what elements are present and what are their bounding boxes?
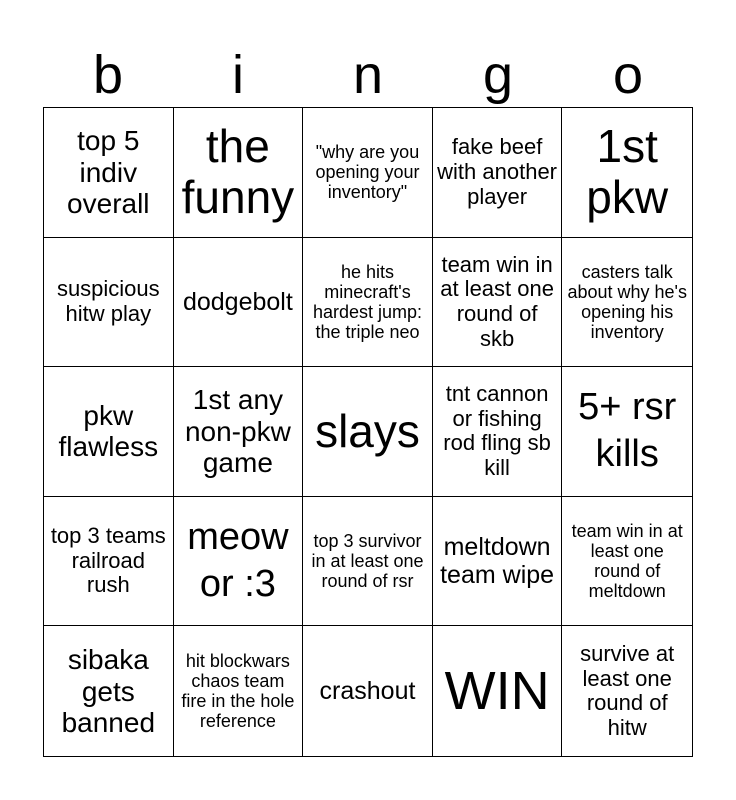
cell-text: casters talk about why he's opening his inventory [567, 261, 687, 343]
cell-text: top 5 indiv overall [67, 125, 150, 219]
bingo-cell-r3c2[interactable] [174, 367, 304, 497]
cell-text: dodgebolt [182, 287, 293, 316]
cell-text: fake beef with another player [437, 134, 558, 209]
header-letter-n: n [352, 45, 384, 105]
bingo-cell-r4c3[interactable] [303, 497, 433, 627]
bingo-header [43, 40, 693, 110]
bingo-cell-r5c3[interactable] [303, 626, 433, 756]
header-letter-b: b [92, 45, 124, 105]
cell-text: team win in at least one round of skb [440, 251, 554, 351]
cell-text: meow or :3 [187, 515, 289, 606]
bingo-cell-r1c4[interactable] [433, 108, 563, 238]
cell-text: top 3 survivor in at least one round of rsr [311, 530, 424, 592]
cell-text: crashout [319, 677, 416, 706]
bingo-cell-r3c4[interactable] [433, 367, 563, 497]
bingo-cell-r1c5[interactable] [562, 108, 692, 238]
bingo-cell-r4c5[interactable] [562, 497, 692, 627]
cell-text: 1st pkw [586, 119, 669, 224]
bingo-cell-r1c2[interactable] [174, 108, 304, 238]
cell-text: meltdown team wipe [440, 533, 555, 590]
cell-text: top 3 teams railroad rush [50, 523, 166, 598]
cell-text: WIN [444, 660, 550, 721]
cell-text: slays [315, 404, 420, 457]
bingo-cell-r4c4[interactable] [433, 497, 563, 627]
cell-text: suspicious hitw play [56, 276, 160, 326]
bingo-cell-r2c5[interactable] [562, 238, 692, 368]
header-letter-o: o [612, 45, 644, 105]
cell-text: hit blockwars chaos team fire in the hole reference [181, 650, 295, 732]
bingo-cell-r3c3[interactable] [303, 367, 433, 497]
bingo-cell-r2c1[interactable] [44, 238, 174, 368]
header-letter-i: i [232, 45, 244, 105]
cell-text: team win in at least one round of meltdown [571, 520, 683, 602]
cell-text: "why are you opening your inventory" [315, 142, 420, 203]
cell-text: the funny [181, 119, 295, 224]
bingo-cell-r4c1[interactable] [44, 497, 174, 627]
bingo-cell-r2c2[interactable] [174, 238, 304, 368]
cell-text: sibaka gets banned [61, 644, 156, 738]
cell-text: he hits minecraft's hardest jump: the triple neo [312, 261, 423, 343]
cell-text: tnt cannon or fishing rod fling sb kill [443, 381, 551, 481]
header-letter-g: g [482, 45, 514, 105]
bingo-board [43, 107, 693, 757]
bingo-cell-r5c1[interactable] [44, 626, 174, 756]
bingo-cell-r3c5[interactable] [562, 367, 692, 497]
bingo-cell-r4c2[interactable] [174, 497, 304, 627]
bingo-cell-r3c1[interactable] [44, 367, 174, 497]
cell-text: survive at least one round of hitw [580, 640, 675, 740]
bingo-cell-r1c1[interactable] [44, 108, 174, 238]
cell-text: pkw flawless [58, 400, 159, 463]
bingo-cell-r2c3[interactable] [303, 238, 433, 368]
bingo-cell-r5c4[interactable] [433, 626, 563, 756]
bingo-cell-r5c5[interactable] [562, 626, 692, 756]
cell-text: 5+ rsr kills [578, 385, 677, 476]
bingo-cell-r2c4[interactable] [433, 238, 563, 368]
bingo-cell-r5c2[interactable] [174, 626, 304, 756]
cell-text: 1st any non-pkw game [184, 384, 291, 479]
bingo-cell-r1c3[interactable] [303, 108, 433, 238]
